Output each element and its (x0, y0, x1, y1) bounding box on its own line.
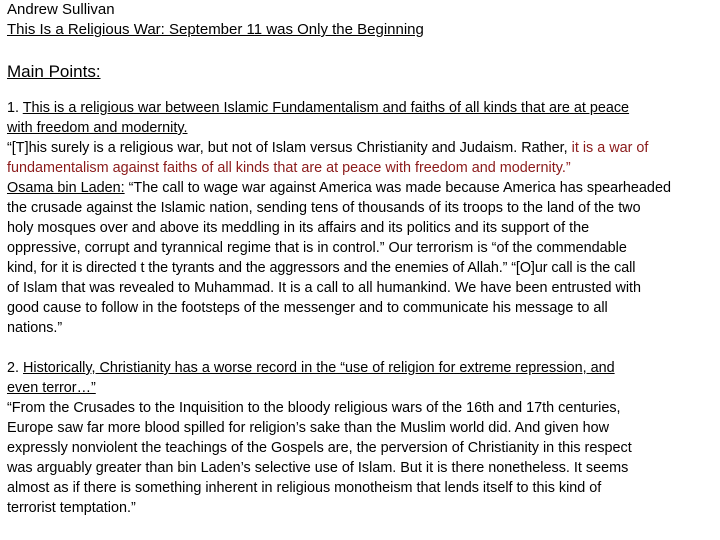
point-1-body-line-7: good cause to follow in the footsteps of the messenger and to communicate his message to all (7, 300, 608, 316)
quote-text: “[T]his surely is a religious war, but not of Islam versus Christianity and Judaism. Rather, (7, 140, 572, 156)
point-1-number: 1. (7, 100, 23, 116)
point-1-heading: This is a religious war between Islamic Fundamentalism and faiths of all kinds that are at peace (22, 100, 630, 116)
point-2-heading: Historically, Christianity has a worse record in the “use of religion for extreme repression, and (23, 360, 615, 376)
point-1-body-line-4: oppressive, corrupt and tyrannical regime that is in control.” Our terrorism is “of the commendable (7, 240, 627, 256)
point-1 (7, 98, 713, 338)
point-2 (7, 358, 713, 518)
point-1-quote-line-2: fundamentalism against faiths of all kinds that are at peace with freedom and modernity.” (7, 160, 571, 176)
point-2-number: 2. (7, 360, 23, 376)
point-2-body-line-2: Europe saw far more blood spilled for religion’s sake than the Muslim world did. And given how (7, 420, 610, 436)
main-points-heading: Main Points: (7, 62, 101, 81)
osama-quote-start: “The call to wage war against America was made because America has spearheaded (124, 180, 671, 196)
point-2-heading-line-1 (7, 358, 713, 378)
osama-label: Osama bin Laden: (7, 180, 125, 196)
point-2-body-line-3: expressly nonviolent the teachings of the Gospels are, the perversion of Christianity in this respect (7, 440, 632, 456)
point-1-quote-line-1 (7, 138, 713, 158)
document-page (7, 0, 713, 518)
point-1-body-line-5: kind, for it is directed t the tyrants and the aggressors and the enemies of Allah.” “[O]ur call is the call (7, 260, 636, 276)
point-2-body-line-5: almost as if there is something inherent in religious monotheism that lends itself to this kind of (7, 480, 602, 496)
point-1-body-line-3: holy mosques over and above its meddling in its affairs and its politics and its support of the (7, 220, 590, 236)
quote-emphasis: it is a war of (571, 140, 649, 156)
point-2-body-line-1: “From the Crusades to the Inquisition to the bloody religious wars of the 16th and 17th centuries, (7, 400, 621, 416)
point-1-heading-line-2: with freedom and modernity. (7, 120, 188, 136)
point-1-heading-line-1 (7, 98, 713, 118)
author-name: Andrew Sullivan (7, 1, 115, 18)
point-1-body-line-2: the crusade against the Islamic nation, sending tens of thousands of its troops to the land of the two (7, 200, 641, 216)
point-2-heading-line-2: even terror…” (7, 380, 96, 396)
point-1-body-line-8: nations.” (7, 320, 63, 336)
point-2-body-line-6: terrorist temptation.” (7, 500, 136, 516)
point-1-body-line-1 (7, 178, 713, 198)
article-title: This Is a Religious War: September 11 was Only the Beginning (7, 21, 424, 38)
point-2-body-line-4: was arguably greater than bin Laden’s selective use of Islam. But it is there nonetheless. It seems (7, 460, 629, 476)
point-1-body-line-6: of Islam that was revealed to Muhammad. It is a call to all humankind. We have been entrusted with (7, 280, 642, 296)
